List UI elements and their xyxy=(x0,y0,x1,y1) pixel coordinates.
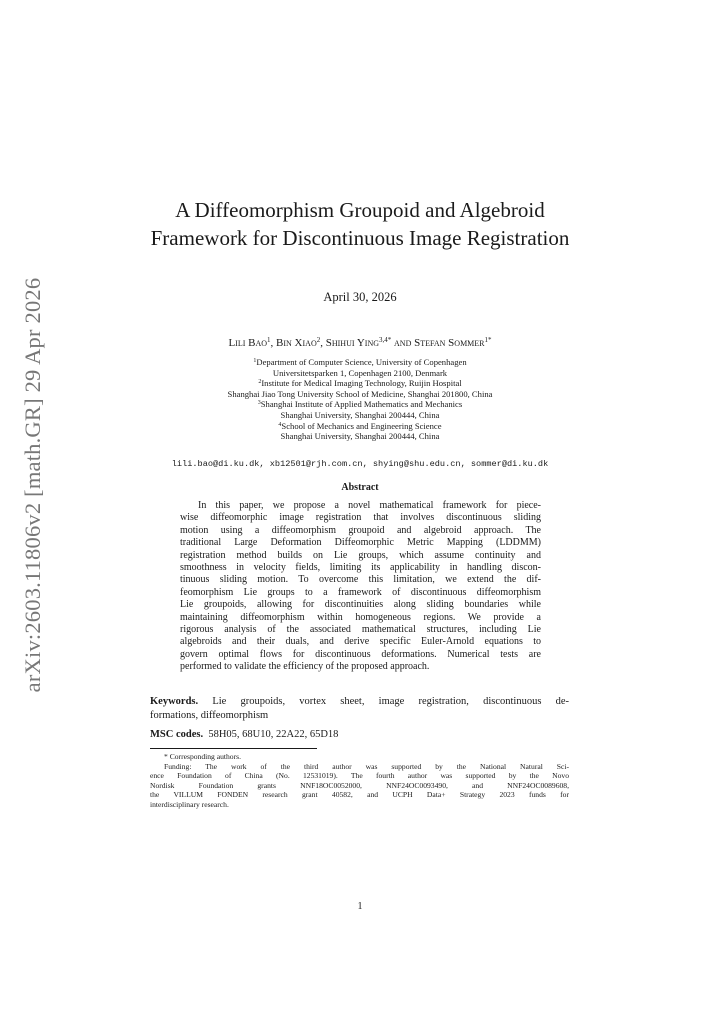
affiliation-mark: 3 xyxy=(257,400,261,407)
affiliation-line: Shanghai University, Shanghai 200444, China xyxy=(280,409,440,420)
footnotes xyxy=(150,752,569,810)
affiliation-line: $^4$School of Mechanics and Engineering Science xyxy=(278,420,442,431)
affiliation-line: $^1$Department of Computer Science, University of Copenhagen xyxy=(253,357,467,367)
abstract-line: tinuous sliding motion. To overcome this limitation, we extend the dif- xyxy=(180,574,541,586)
affiliation-line: Universitetsparken 1, Copenhagen 2100, Denmark xyxy=(272,367,448,378)
affiliation-line: Shanghai Jiao Tong University School of Medicine, Shanghai 201800, China xyxy=(227,388,493,399)
affiliation-mark: 2 xyxy=(258,379,262,386)
abstract-line: motion using a diffeomorphism groupoid and algebroid approach. The xyxy=(180,524,541,536)
author-name: Shihui Ying xyxy=(325,337,380,349)
author-emails: lili.bao@di.ku.dk, xb12501@rjh.com.cn, shying@shu.edu.cn, sommer@di.ku.dk xyxy=(171,459,549,469)
abstract-line: In this paper, we propose a novel mathematical framework for piece- xyxy=(198,500,541,511)
footnote-corresponding: * Corresponding authors. xyxy=(164,752,241,761)
abstract-line: performed to validate the efficiency of the proposed approach. xyxy=(180,661,430,673)
keywords-text: Lie groupoids, vortex sheet, image registration, discontinuous de- xyxy=(212,696,570,707)
abstract-line: rigorous analysis of the associated mathematical structures, including Lie xyxy=(180,624,541,636)
affiliations xyxy=(120,357,600,442)
page-number: 1 xyxy=(357,901,363,912)
abstract-line: registration method builds on Lie groups, which assume continuity and xyxy=(180,549,541,561)
footnote-funding-line: interdisciplinary research. xyxy=(150,799,229,809)
author-name: Bin Xiao xyxy=(276,337,317,349)
paper-date: April 30, 2026 xyxy=(323,290,397,304)
affiliation-mark: 4 xyxy=(278,421,282,428)
msc-label: MSC codes. xyxy=(150,729,204,740)
author-affil-mark: 2 xyxy=(316,336,321,344)
keywords-line xyxy=(150,695,569,709)
msc-codes: 58H05, 68U10, 22A22, 65D18 xyxy=(208,729,339,740)
affiliation-line: Shanghai University, Shanghai 200444, China xyxy=(280,431,440,442)
author-affil-mark: 3,4* xyxy=(379,336,392,344)
abstract-line: wise diffeomorphic image registration that involves discontinuous sliding xyxy=(180,512,541,524)
arxiv-identifier: arXiv:2603.11806v2 [math.GR] 29 Apr 2026 xyxy=(20,277,45,693)
footnote-funding-line: ence Foundation of China (No. 12531019). The fourth author was supported by the Novo xyxy=(150,771,569,781)
keywords-section xyxy=(150,695,569,722)
author-affil-mark: 1 xyxy=(267,336,271,344)
keywords-label: Keywords. xyxy=(150,696,199,707)
paper-title xyxy=(100,196,620,252)
abstract-body xyxy=(180,500,541,674)
abstract-line: feomorphism Lie groups to a framework of discontinuous diffeomorphism xyxy=(180,586,541,598)
author-separator: , xyxy=(270,337,277,349)
footnote-funding-line: Funding: The work of the third author was supported by the National Natural Sci- xyxy=(164,761,569,771)
author-name: Lili Bao xyxy=(228,337,268,349)
footnote-rule xyxy=(150,748,317,749)
abstract-line: govern optimal flows for discontinuous deformations. Numerical tests are xyxy=(180,648,541,660)
affiliation-mark: 1 xyxy=(253,358,257,364)
abstract-heading: Abstract xyxy=(341,482,379,493)
author-affil-mark: 1* xyxy=(484,336,492,344)
affiliation-line: $^2$Institute for Medical Imaging Technology, Ruijin Hospital xyxy=(258,378,462,389)
msc-section xyxy=(150,729,569,740)
footnote-funding-line: the VILLUM FONDEN research grant 40582, and UCPH Data+ Strategy 2023 funds for xyxy=(150,790,569,800)
title-line: Framework for Discontinuous Image Registration xyxy=(150,226,570,250)
abstract-line: maintaining diffeomorphism within homogeneous regions. We provide a xyxy=(180,611,541,623)
author-list xyxy=(120,337,600,349)
author-separator: , xyxy=(320,337,326,349)
affiliation-line: $^3$Shanghai Institute of Applied Mathematics and Mechanics xyxy=(257,399,463,410)
title-line: A Diffeomorphism Groupoid and Algebroid xyxy=(175,198,545,222)
footnote-funding-line: Nordisk Foundation grants NNF18OC0052000, NNF24OC0093490, and NNF24OC0089608, xyxy=(150,780,569,790)
abstract-line: Lie groupoids, allowing for discontinuities along sliding boundaries while xyxy=(180,599,541,611)
abstract-line: smoothness in velocity fields, limiting its applicability in handling discon- xyxy=(180,562,541,574)
keywords-line: formations, diffeomorphism xyxy=(150,709,269,721)
author-name: Stefan Sommer xyxy=(414,337,485,349)
abstract-line: algebroids and their duals, and derive specific Euler-Arnold equations to xyxy=(180,636,541,648)
abstract-line: traditional Large Deformation Diffeomorphic Metric Mapping (LDDMM) xyxy=(180,537,541,549)
author-separator: and xyxy=(391,337,415,349)
